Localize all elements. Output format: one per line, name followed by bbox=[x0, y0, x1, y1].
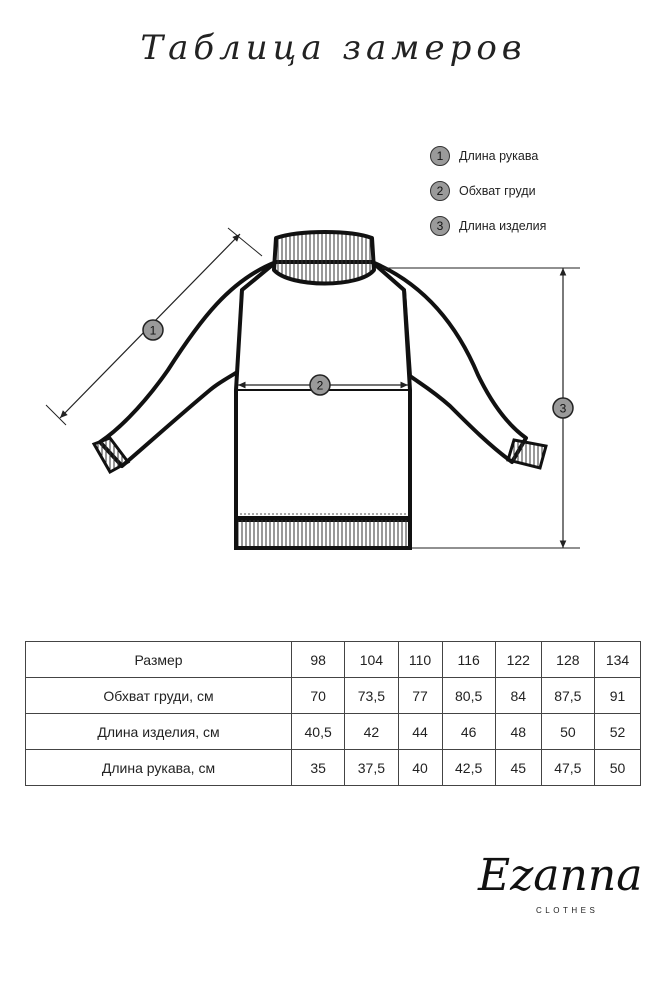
marker-1-text: 1 bbox=[149, 323, 157, 338]
table-cell: 84 bbox=[495, 678, 541, 714]
table-cell: 44 bbox=[398, 714, 442, 750]
table-cell: 37,5 bbox=[345, 750, 398, 786]
table-cell: 40 bbox=[398, 750, 442, 786]
row-label: Размер bbox=[26, 642, 292, 678]
table-cell: 87,5 bbox=[541, 678, 594, 714]
table-cell: 40,5 bbox=[292, 714, 345, 750]
legend-item-chest-girth bbox=[430, 179, 546, 202]
legend-badge-2: 2 bbox=[430, 181, 450, 201]
table-cell: 52 bbox=[594, 714, 640, 750]
table-cell: 134 bbox=[594, 642, 640, 678]
marker-garment-length bbox=[553, 398, 573, 418]
table-cell: 42 bbox=[345, 714, 398, 750]
table-cell: 50 bbox=[594, 750, 640, 786]
row-label: Длина изделия, см bbox=[26, 714, 292, 750]
sweater-diagram bbox=[0, 210, 667, 570]
table-row bbox=[26, 642, 641, 678]
table-cell: 35 bbox=[292, 750, 345, 786]
table-cell: 116 bbox=[442, 642, 495, 678]
legend-label-sleeve-length: Длина рукава bbox=[459, 148, 539, 163]
table-cell: 128 bbox=[541, 642, 594, 678]
marker-chest-girth bbox=[310, 375, 330, 395]
legend-label-chest-girth: Обхват груди bbox=[459, 183, 536, 198]
table-cell: 73,5 bbox=[345, 678, 398, 714]
table-cell: 98 bbox=[292, 642, 345, 678]
legend-badge-3: 3 bbox=[430, 216, 450, 236]
legend-label-garment-length: Длина изделия bbox=[459, 218, 547, 233]
legend-item-sleeve-length bbox=[430, 144, 546, 167]
table-cell: 104 bbox=[345, 642, 398, 678]
size-table bbox=[25, 641, 641, 786]
table-row bbox=[26, 678, 641, 714]
table-cell: 50 bbox=[541, 714, 594, 750]
brand-logo bbox=[470, 850, 643, 925]
table-cell: 48 bbox=[495, 714, 541, 750]
turtleneck-collar bbox=[274, 232, 374, 284]
table-cell: 110 bbox=[398, 642, 442, 678]
table-cell: 77 bbox=[398, 678, 442, 714]
marker-2-text: 2 bbox=[316, 378, 324, 393]
marker-sleeve-length bbox=[143, 320, 163, 340]
table-cell: 70 bbox=[292, 678, 345, 714]
legend-badge-1: 1 bbox=[430, 146, 450, 166]
brand-subtitle: CLOTHES bbox=[536, 906, 599, 915]
table-row bbox=[26, 714, 641, 750]
page-title: Таблица замеров bbox=[140, 28, 527, 68]
table-cell: 91 bbox=[594, 678, 640, 714]
table-cell: 122 bbox=[495, 642, 541, 678]
table-cell: 42,5 bbox=[442, 750, 495, 786]
table-cell: 45 bbox=[495, 750, 541, 786]
table-cell: 80,5 bbox=[442, 678, 495, 714]
sweater-body bbox=[236, 262, 410, 548]
brand-name: Ezanna bbox=[478, 850, 643, 901]
table-row bbox=[26, 750, 641, 786]
table-cell: 46 bbox=[442, 714, 495, 750]
marker-3-text: 3 bbox=[559, 401, 567, 416]
row-label: Обхват груди, см bbox=[26, 678, 292, 714]
table-cell: 47,5 bbox=[541, 750, 594, 786]
row-label: Длина рукава, см bbox=[26, 750, 292, 786]
